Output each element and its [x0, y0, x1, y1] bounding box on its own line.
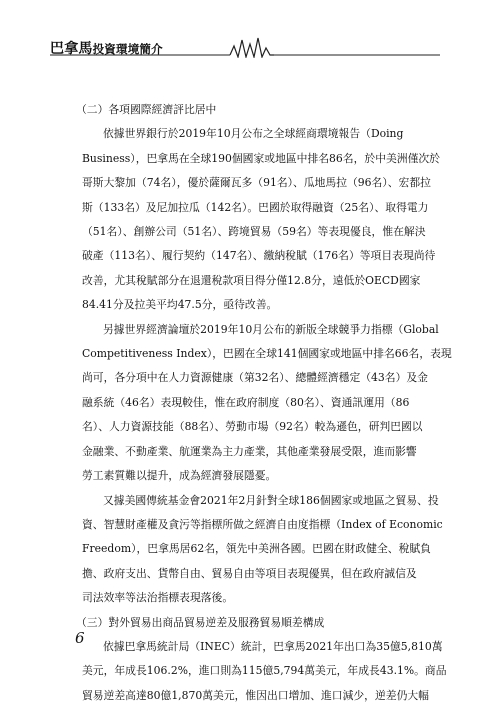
text-line: （51名）、創辦公司（51名）、跨境貿易（59名）等表現優良，惟在解決	[82, 225, 426, 239]
text-line: 依據世界銀行於2019年10月公布之全球經商環境報告（Doing	[103, 127, 404, 141]
text-line: 美元，年成長106.2%，進口則為115億5,794萬美元，年成長43.1%。商品	[82, 664, 447, 678]
section-heading-3: （三）對外貿易出商品貿易逆差及服務貿易順差構成	[76, 615, 325, 629]
text-line: 金融業、不動產業、航運業為主力產業，其他產業發展受限，進而影響	[82, 444, 417, 458]
text-line: 貿易逆差高達80億1,870萬美元，惟因出口增加、進口減少，逆差仍大幅	[82, 688, 429, 702]
text-line: Competitiveness Index），巴國在全球141個國家或地區中排名66名，表現	[82, 347, 452, 361]
text-line: Business），巴拿馬在全球190個國家或地區中排名86名，於中美洲僅次於	[82, 151, 440, 165]
text-line: 資、智慧財產權及貪污等指標所做之經濟自由度指標（Index of Economic	[82, 517, 443, 531]
paragraph-heritage	[82, 489, 443, 611]
text-line: Freedom），巴拿馬居62名，領先中美洲各國。巴國在財政健全、稅賦負	[82, 542, 431, 556]
paragraph-trade	[82, 635, 447, 708]
text-line: 斯（133名）及尼加拉瓜（142名）。巴國於取得融資（25名）、取得電力	[82, 200, 429, 214]
section-heading-2: （二）各項國際經濟評比居中	[76, 103, 217, 116]
text-line: 名）、人力資源技能（88名）、勞動市場（92名）較為遜色，研判巴國以	[82, 420, 423, 434]
text-line: 勞工素質難以提升，成為經濟發展隱憂。	[82, 469, 277, 483]
text-line: 依據巴拿馬統計局（INEC）統計，巴拿馬2021年出口為35億5,810萬	[103, 639, 443, 653]
text-line: 84.41分及拉美平均47.5分，亟待改善。	[82, 298, 278, 312]
header-title-main: 巴拿馬	[50, 41, 93, 57]
text-line: 尚可，各分項中在人力資源健康（第32名）、總體經濟穩定（43名）及金	[82, 371, 428, 385]
text-line: 改善，尤其稅賦部分在退還稅款項目得分僅12.8分，遠低於OECD國家	[82, 273, 421, 287]
text-line: 破產（113名）、履行契約（147名）、繳納稅賦（176名）等項目表現尚待	[82, 249, 436, 263]
document-body	[76, 98, 452, 708]
text-line: 又據美國傳統基金會2021年2月針對全球186個國家或地區之貿易、投	[103, 493, 439, 507]
text-line: 司法效率等法治指標表現落後。	[82, 591, 234, 605]
text-line: 融系統（46名）表現較佳，惟在政府制度（80名）、資通訊運用（86	[82, 395, 410, 409]
header-title	[50, 38, 163, 58]
page-header	[50, 36, 440, 58]
text-line: 另據世界經濟論壇於2019年10月公布的新版全球競爭力指標（Global	[103, 322, 439, 336]
page-number: 6	[75, 629, 85, 647]
paragraph-world-bank	[82, 122, 440, 317]
paragraph-wef	[82, 318, 452, 489]
text-line: 擔、政府支出、貨幣自由、貿易自由等項目表現優異，但在政府誠信及	[82, 566, 417, 580]
header-title-sub: 投資環境簡介	[92, 42, 163, 56]
text-line: 哥斯大黎加（74名），優於薩爾瓦多（91名）、瓜地馬拉（96名）、宏都拉	[82, 176, 431, 190]
